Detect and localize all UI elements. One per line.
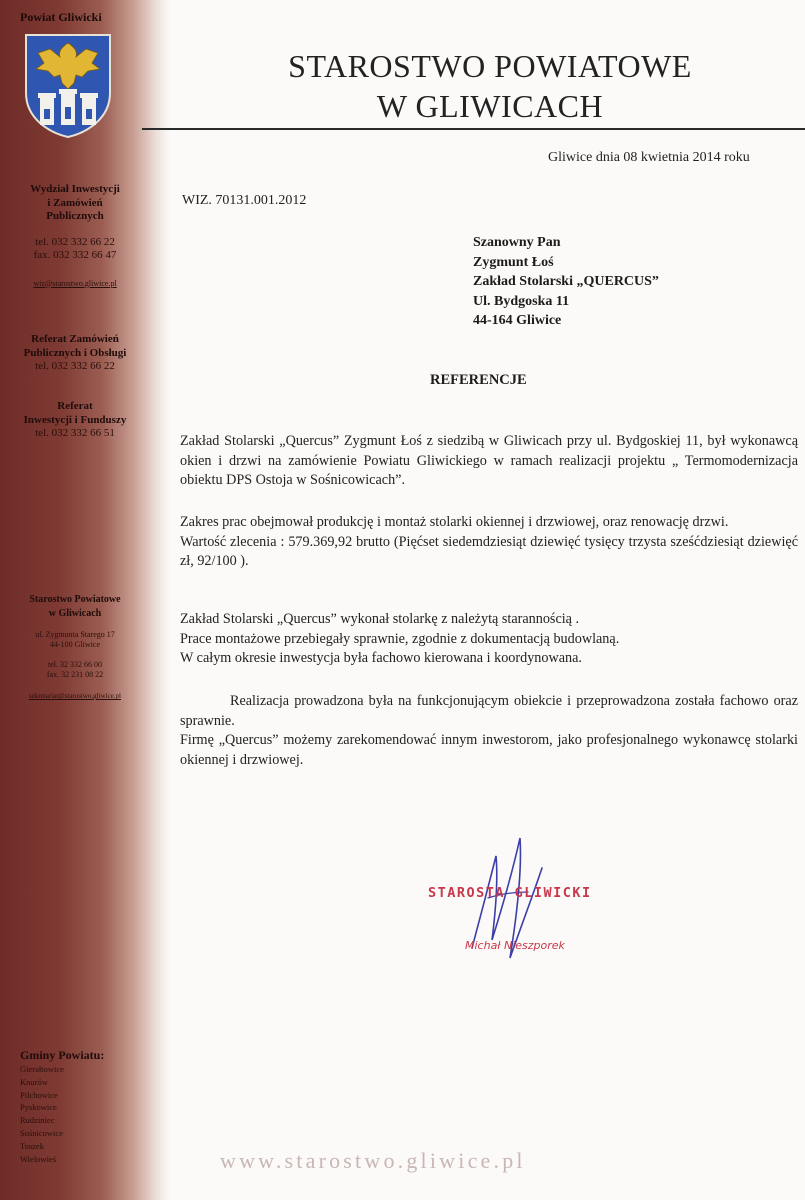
gmina-item: Pilchowice	[20, 1089, 58, 1100]
gmina-item: Pyskowice	[20, 1102, 57, 1113]
paragraph-4-line3: W całym okresie inwestycja była fachowo kierowana i koordynowana.	[180, 650, 582, 666]
office-email-link[interactable]: sekretariat@starostwo.gliwice.pl	[29, 692, 121, 700]
paragraph-4-line2: Prace montażowe przebiegały sprawnie, zgodnie z dokumentacją budowlaną.	[180, 630, 620, 647]
office-street: ul. Zygmunta Starego 17	[35, 630, 115, 639]
gmina-item: Toszek	[20, 1140, 44, 1151]
addressee-line: Ul. Bydgoska 11	[473, 293, 570, 309]
ref2-block	[0, 400, 150, 441]
paragraph-5-text: Realizacja prowadzona była na funkcjonującym obiekcie i przeprowadzona została fachowo oraz sprawnie.	[180, 693, 798, 729]
ref1-tel: tel. 032 332 66 22	[35, 360, 115, 372]
ref2-title-1: Referat	[57, 400, 93, 412]
stamp-name: Michał Nieszporek	[465, 939, 565, 952]
office-tel: tel. 32 332 66 00	[48, 660, 102, 669]
gminy-block	[20, 1048, 150, 1165]
addressee-line: Zakład Stolarski „QUERCUS”	[473, 274, 659, 289]
gmina-item: Gierałtowice	[20, 1064, 64, 1074]
coat-of-arms-icon	[24, 33, 112, 139]
gminy-title: Gminy Powiatu:	[20, 1048, 105, 1062]
addressee-block	[473, 233, 659, 331]
paragraph-5	[180, 692, 798, 770]
dept-title-3: Publicznych	[46, 210, 104, 222]
letter-date: Gliwice dnia 08 kwietnia 2014 roku	[548, 150, 750, 165]
paragraph-2-text: Zakres prac obejmował produkcję i montaż stolarki okiennej i drzwiowej, oraz renowację drzwi.	[180, 514, 729, 530]
reference-number: WIZ. 70131.001.2012	[182, 193, 307, 208]
header-divider	[142, 128, 805, 130]
office-city: 44-100 Gliwice	[50, 640, 100, 649]
office-block	[0, 593, 150, 704]
ref1-title-1: Referat Zamówień	[31, 333, 119, 345]
sidebar	[0, 0, 170, 1200]
header-title-line1: STAROSTWO POWIATOWE	[288, 48, 692, 84]
header-title-line2: W GLIWICACH	[376, 88, 604, 124]
footer-url[interactable]: www.starostwo.gliwice.pl	[220, 1148, 526, 1173]
dept-title-1: Wydział Inwestycji	[30, 183, 120, 195]
office-title-2: w Gliwicach	[48, 607, 102, 619]
dept-block	[0, 183, 150, 290]
gmina-item: Wielowieś	[20, 1153, 57, 1164]
paragraph-1-text: Zakład Stolarski „Quercus” Zygmunt Łoś z siedzibą w Gliwicach przy ul. Bydgoskiej 11, był wykonawcą okien i drzwi na zamówienie Powiatu Gliwickiego w ramach realizacji projektu „ Termomodernizacja obiektu DPS Ostoja w Sośnicowicach”.	[180, 433, 798, 488]
county-label: Powiat Gliwicki	[20, 10, 102, 24]
paragraph-6-text: Firmę „Quercus” możemy zarekomendować innym inwestorom, jako profesjonalnego wykonawcę stolarki okiennej i drzwiowej.	[180, 732, 798, 768]
paragraph-1	[180, 432, 798, 491]
dept-email-link[interactable]: wiz@starostwo.gliwice.pl	[33, 278, 117, 288]
paragraph-4	[180, 610, 798, 669]
gmina-item: Sośnicowice	[20, 1127, 63, 1138]
gmina-item: Rudziniec	[20, 1115, 55, 1126]
dept-tel: tel. 032 332 66 22	[35, 235, 115, 248]
ref1-title-2: Publicznych i Obsługi	[23, 346, 127, 359]
paragraph-3-text: Wartość zlecenia : 579.369,92 brutto (Pięćset siedemdziesiąt dziewięć tysięcy trzysta sześćdziesiąt dziewięć zł, 92/100 ).	[180, 533, 798, 569]
office-fax: fax. 32 231 08 22	[46, 670, 104, 679]
addressee-line: 44-164 Gliwice	[473, 313, 562, 328]
paragraph-4-line1: Zakład Stolarski „Quercus” wykonał stolarkę z należytą starannością .	[180, 611, 580, 627]
letter-subject: REFERENCJE	[430, 372, 527, 388]
ref1-block	[0, 333, 150, 374]
office-title-1: Starostwo Powiatowe	[29, 594, 121, 605]
dept-title-2: i Zamówień	[47, 196, 103, 209]
stamp-title: STAROSTA GLIWICKI	[428, 885, 592, 901]
ref2-tel: tel. 032 332 66 51	[35, 427, 115, 439]
paragraph-2	[180, 513, 798, 572]
addressee-line: Szanowny Pan	[473, 235, 561, 250]
gmina-item: Knurów	[20, 1076, 48, 1087]
ref2-title-2: Inwestycji i Funduszy	[23, 413, 127, 426]
dept-fax: fax. 032 332 66 47	[33, 249, 117, 261]
gminy-list	[20, 1063, 150, 1165]
addressee-line: Zygmunt Łoś	[473, 254, 554, 270]
